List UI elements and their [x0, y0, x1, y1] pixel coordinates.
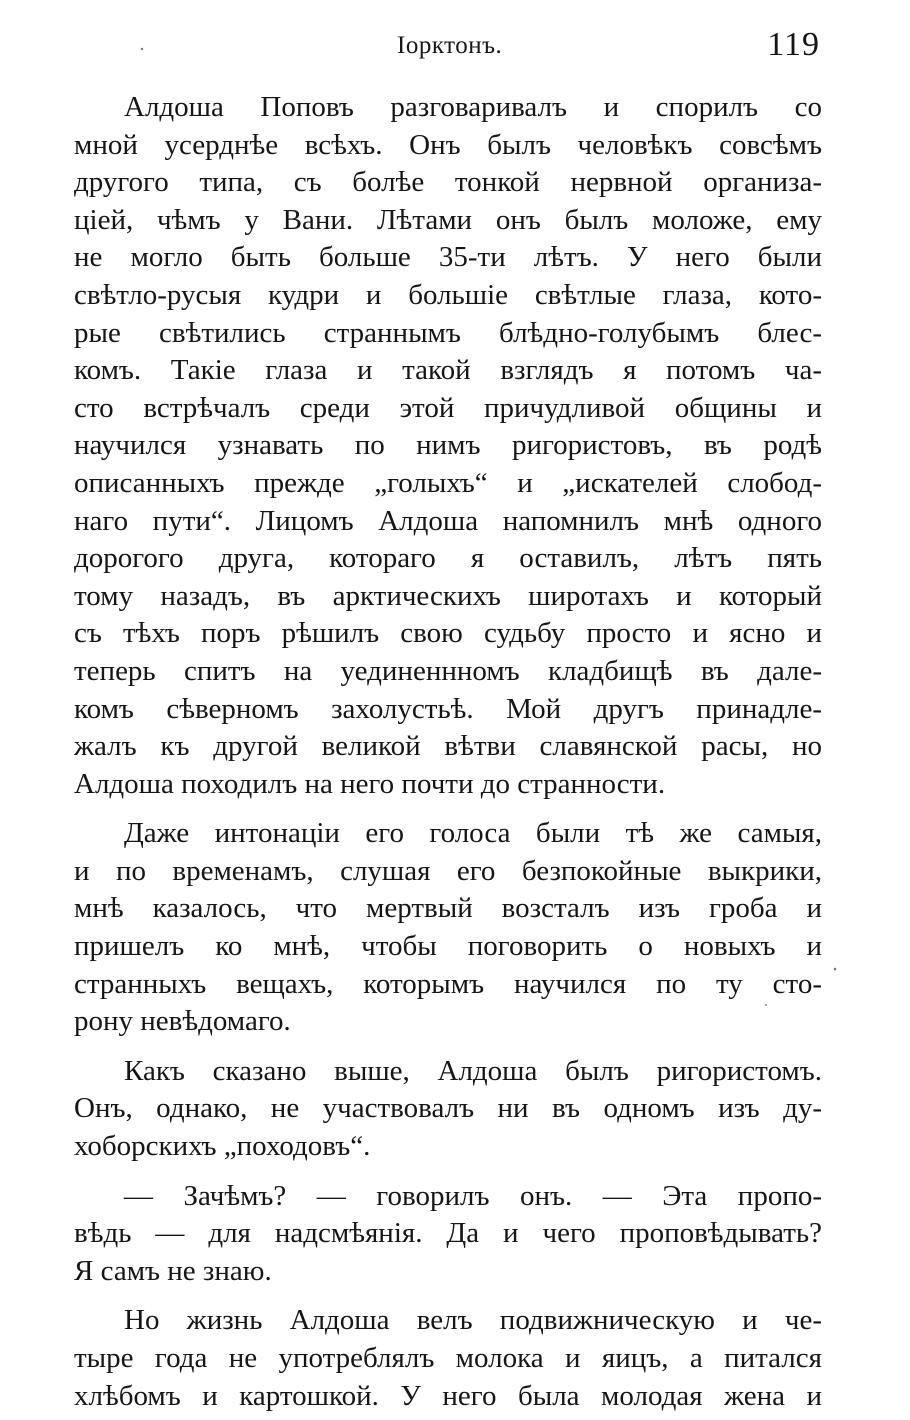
paragraph: [74, 1302, 822, 1415]
paragraph: [74, 815, 822, 1041]
text-line: хоборскихъ „походовъ“.: [74, 1130, 371, 1163]
text-line: комъ. Такіе глаза и такой взглядъ я потомъ ча-: [74, 354, 822, 387]
text-line: и по временамъ, слушая его безпокойные выкрики,: [74, 854, 822, 887]
running-head: [0, 26, 910, 66]
text-line: научился узнавать по нимъ ригористовъ, въ родѣ: [74, 429, 822, 462]
text-line: пришелъ ко мнѣ, чтобы поговорить о новыхъ и: [74, 930, 822, 963]
text-line: странныхъ вещахъ, которымъ научился по ту сто-: [74, 967, 822, 1000]
text-line: мной усерднѣе всѣхъ. Онъ былъ человѣкъ совсѣмъ: [74, 128, 822, 161]
text-line: рону невѣдомаго.: [74, 1005, 291, 1038]
text-line: — Зачѣмъ? — говорилъ онъ. — Эта пропо-: [124, 1179, 822, 1212]
text-line: хлѣбомъ и картошкой. У него была молодая жена и: [74, 1379, 822, 1412]
text-line: Я самъ не знаю.: [74, 1254, 272, 1287]
text-line: Но жизнь Алдоша велъ подвижническую и че-: [124, 1304, 822, 1337]
text-line: свѣтло-русыя кудри и большіе свѣтлые глаза, кото-: [74, 278, 822, 311]
text-line: Какъ сказано выше, Алдоша былъ ригористомъ.: [124, 1054, 822, 1087]
text-line: жалъ къ другой великой вѣтви славянской расы, но: [74, 730, 822, 763]
text-line: ціей, чѣмъ у Вани. Лѣтами онъ былъ моложе, ему: [74, 203, 822, 236]
text-line: тому назадъ, въ арктическихъ широтахъ и который: [74, 579, 822, 612]
text-line: Алдоша походилъ на него почти до странности.: [74, 767, 666, 800]
text-line: тыре года не употреблялъ молока и яицъ, а питался: [74, 1342, 822, 1374]
text-line: наго пути“. Лицомъ Алдоша напомнилъ мнѣ одного: [74, 504, 822, 537]
text-line: Онъ, однако, не участвовалъ ни въ одномъ изъ ду-: [74, 1092, 822, 1125]
paragraph: [74, 1053, 822, 1166]
body-text: [74, 89, 822, 1415]
text-line: описанныхъ прежде „голыхъ“ и „искателей слобод-: [74, 466, 822, 499]
text-line: теперь спитъ на уединеннномъ кладбищѣ въ дале-: [74, 654, 822, 687]
text-line: Даже интонаціи его голоса были тѣ же самыя,: [124, 817, 822, 850]
running-title: Іорктонъ.: [397, 32, 503, 59]
text-line: вѣдь — для надсмѣянія. Да и чего проповѣдывать?: [74, 1217, 822, 1250]
text-line: мнѣ казалось, что мертвый возсталъ изъ гроба и: [74, 892, 822, 925]
paragraph: [74, 1178, 822, 1291]
text-line: другого типа, съ болѣе тонкой нервной организа-: [74, 166, 822, 199]
page-number: 119: [767, 26, 820, 63]
text-line: рые свѣтились страннымъ блѣдно-голубымъ блес-: [74, 316, 822, 349]
text-line: сто встрѣчалъ среди этой причудливой общины и: [74, 391, 822, 424]
text-line: комъ сѣверномъ захолустьѣ. Мой другъ принадле-: [74, 692, 822, 725]
text-line: дорогого друга, котораго я оставилъ, лѣтъ пять: [74, 542, 822, 575]
text-line: съ тѣхъ поръ рѣшилъ свою судьбу просто и ясно и: [74, 617, 822, 650]
paragraph: [74, 89, 822, 803]
text-line: Алдоша Поповъ разговаривалъ и спорилъ со: [124, 91, 822, 123]
text-line: не могло быть больше 35-ти лѣтъ. У него были: [74, 241, 822, 274]
